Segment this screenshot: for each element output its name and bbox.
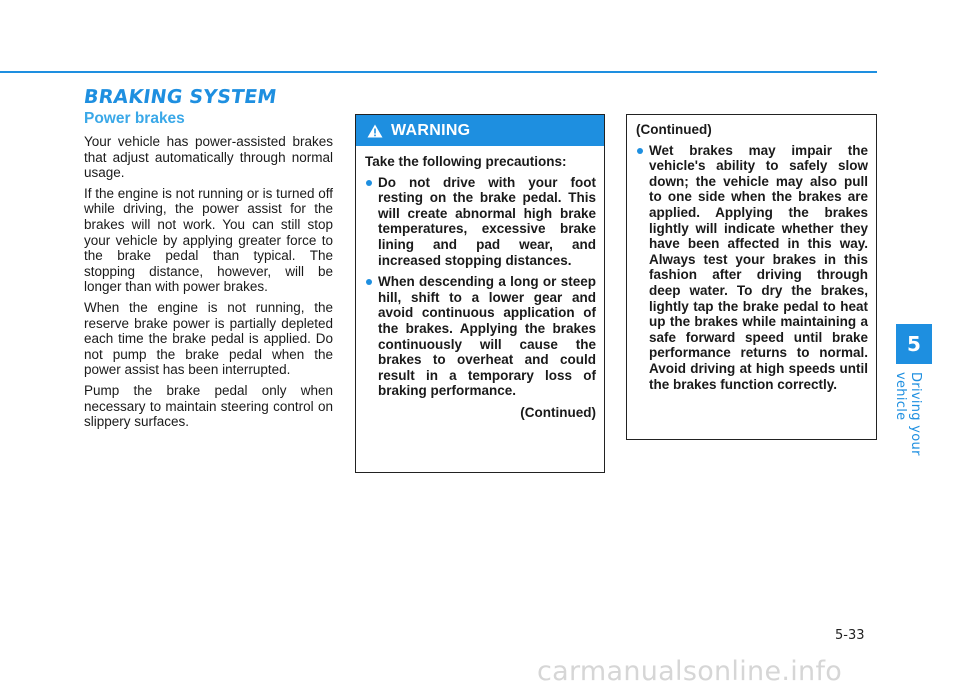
- continued-label: (Continued): [520, 404, 596, 420]
- watermark: carmanualsonline.info: [537, 656, 843, 687]
- body-paragraph: When the engine is not running, the reserve brake power is partially depleted each time the brake pedal is applied. Do not pump the brake pedal when the power assist has been interrupted.: [84, 299, 333, 378]
- continued-warning-box: [626, 114, 877, 440]
- warning-header: [356, 115, 604, 146]
- warning-triangle-icon: [367, 124, 383, 138]
- warning-title: WARNING: [391, 121, 471, 139]
- warning-content: [356, 146, 604, 421]
- warning-box: [355, 114, 605, 473]
- page-number: 5-33: [835, 628, 865, 643]
- warning-bullet: Do not drive with your foot resting on the brake pedal. This will create abnormal high brake temperatures, excessive brake lining and pad wear, and increased stopping distances.: [365, 175, 596, 269]
- header-rule: [0, 71, 877, 73]
- body-paragraph: Your vehicle has power-assisted brakes that adjust automatically through normal usage.: [84, 134, 333, 181]
- body-text: [84, 134, 333, 435]
- section-title: BRAKING SYSTEM: [82, 86, 279, 108]
- continued-lead: (Continued): [636, 122, 712, 137]
- continued-content: [627, 115, 876, 392]
- warning-lead: Take the following precautions:: [365, 154, 567, 169]
- continued-bullet-list: [636, 143, 868, 393]
- warning-bullet: When descending a long or steep hill, shift to a lower gear and avoid continuous application of the brakes. Applying the brakes continuously will cause the brakes to overheat and could result in a temporary loss of braking performance.: [365, 274, 596, 399]
- chapter-label: Driving your vehicle: [893, 372, 923, 456]
- body-paragraph: If the engine is not running or is turned off while driving, the power assist for the brakes will not work. You can still stop your vehicle by applying greater force to the brake pedal than typical. The stopping distance, however, will be longer than with power brakes.: [84, 185, 333, 295]
- subsection-title: Power brakes: [84, 110, 185, 127]
- warning-bullet-list: [365, 175, 596, 399]
- continued-bullet: Wet brakes may impair the vehicle's ability to safely slow down; the vehicle may also pull to one side when the brakes are applied. Applying the brakes lightly will indicate whether they have been affected in this way. Always test your brakes in this fashion after driving through deep water. To dry the brakes, lightly tap the brake pedal to heat up the brakes while maintaining a safe forward speed until brake performance returns to normal. Avoid driving at high speeds until the brakes function correctly.: [636, 143, 868, 393]
- chapter-tab: 5: [896, 324, 932, 364]
- body-paragraph: Pump the brake pedal only when necessary to maintain steering control on slippery surfaces.: [84, 382, 333, 430]
